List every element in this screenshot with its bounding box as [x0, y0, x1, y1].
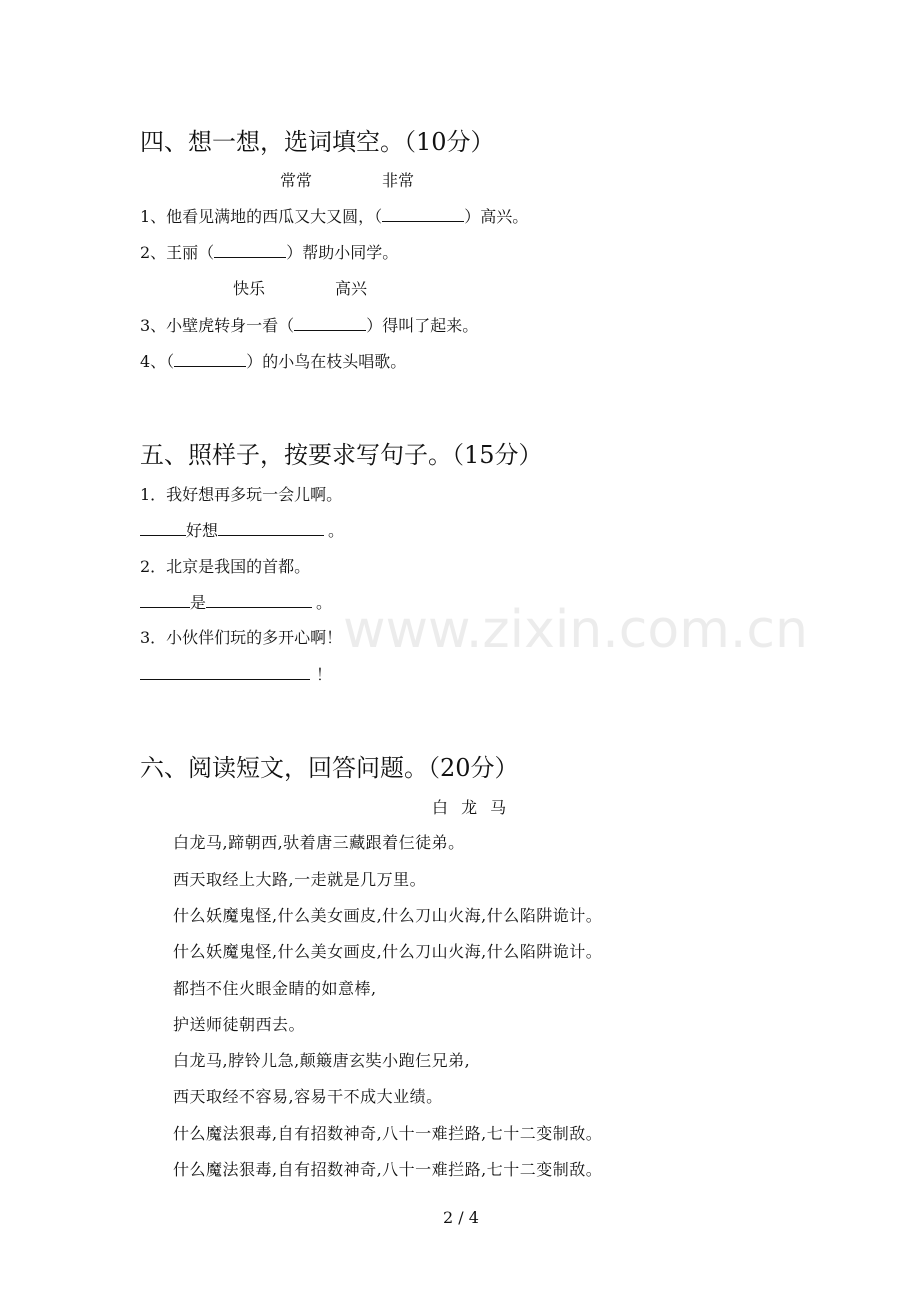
poem-line: 白龙马,脖铃儿急,颠簸唐玄奘小跑仨兄弟,	[173, 1051, 471, 1070]
poem-line: 西天取经不容易,容易干不成大业绩。	[173, 1087, 443, 1106]
answer-blank[interactable]	[206, 593, 312, 608]
answer-blank[interactable]	[174, 352, 246, 367]
poem-line: 白龙马,蹄朝西,驮着唐三藏跟着仨徒弟。	[173, 833, 465, 852]
question-4	[140, 349, 406, 372]
poem-title: 白 龙 马	[432, 798, 511, 817]
answer-1-mid: 好想	[186, 521, 219, 540]
answer-blank[interactable]	[140, 521, 186, 536]
answer-1	[140, 518, 344, 541]
question-1-post: ）高兴。	[464, 207, 529, 226]
answer-blank[interactable]	[140, 593, 190, 608]
section-6-title: 六、阅读短文，回答问题。（20分）	[140, 754, 519, 782]
sentence-3: 3．小伙伴们玩的多开心啊！	[140, 628, 343, 647]
answer-2	[140, 590, 332, 613]
watermark: www.zixin.com.cn	[343, 600, 808, 660]
question-3-pre: 3、小壁虎转身一看（	[140, 316, 295, 335]
question-2-pre: 2、王丽（	[140, 243, 215, 262]
answer-blank[interactable]	[214, 243, 286, 258]
word-choice-1: 常常	[280, 171, 313, 190]
question-3-post: ）得叫了起来。	[366, 316, 479, 335]
word-choice-2: 非常	[382, 171, 415, 190]
question-4-pre: 4、（	[140, 352, 175, 371]
question-2-post: ）帮助小同学。	[286, 243, 399, 262]
poem-line: 都挡不住火眼金睛的如意棒,	[173, 979, 377, 998]
poem-line: 西天取经上大路,一走就是几万里。	[173, 870, 427, 889]
poem-line: 护送师徒朝西去。	[173, 1015, 306, 1034]
answer-blank[interactable]	[294, 316, 366, 331]
word-choice-3: 快乐	[233, 279, 266, 298]
answer-2-mid: 是	[190, 593, 207, 612]
word-choice-4: 高兴	[335, 279, 368, 298]
poem-line: 什么妖魔鬼怪,什么美女画皮,什么刀山火海,什么陷阱诡计。	[173, 906, 603, 925]
answer-blank[interactable]	[382, 207, 464, 222]
section-4-title: 四、想一想，选词填空。（10分）	[140, 128, 495, 156]
answer-blank[interactable]	[140, 665, 310, 680]
section-5-title: 五、照样子，按要求写句子。（15分）	[140, 441, 543, 469]
answer-1-end: 。	[328, 521, 345, 540]
page-number: 2 / 4	[443, 1208, 479, 1227]
poem-line: 什么魔法狠毒,自有招数神奇,八十一难拦路,七十二变制敌。	[173, 1124, 603, 1143]
answer-2-end: 。	[316, 593, 333, 612]
answer-blank[interactable]	[218, 521, 324, 536]
question-2	[140, 240, 398, 263]
sentence-2: 2．北京是我国的首都。	[140, 557, 311, 576]
answer-3-end: ！	[316, 665, 333, 684]
poem-line: 什么魔法狠毒,自有招数神奇,八十一难拦路,七十二变制敌。	[173, 1160, 603, 1179]
poem-line: 什么妖魔鬼怪,什么美女画皮,什么刀山火海,什么陷阱诡计。	[173, 942, 603, 961]
question-3	[140, 313, 478, 336]
question-1	[140, 204, 528, 227]
sentence-1: 1．我好想再多玩一会儿啊。	[140, 485, 343, 504]
question-4-post: ）的小鸟在枝头唱歌。	[246, 352, 407, 371]
answer-3	[140, 662, 332, 685]
question-1-pre: 1、他看见满地的西瓜又大又圆，（	[140, 207, 383, 226]
